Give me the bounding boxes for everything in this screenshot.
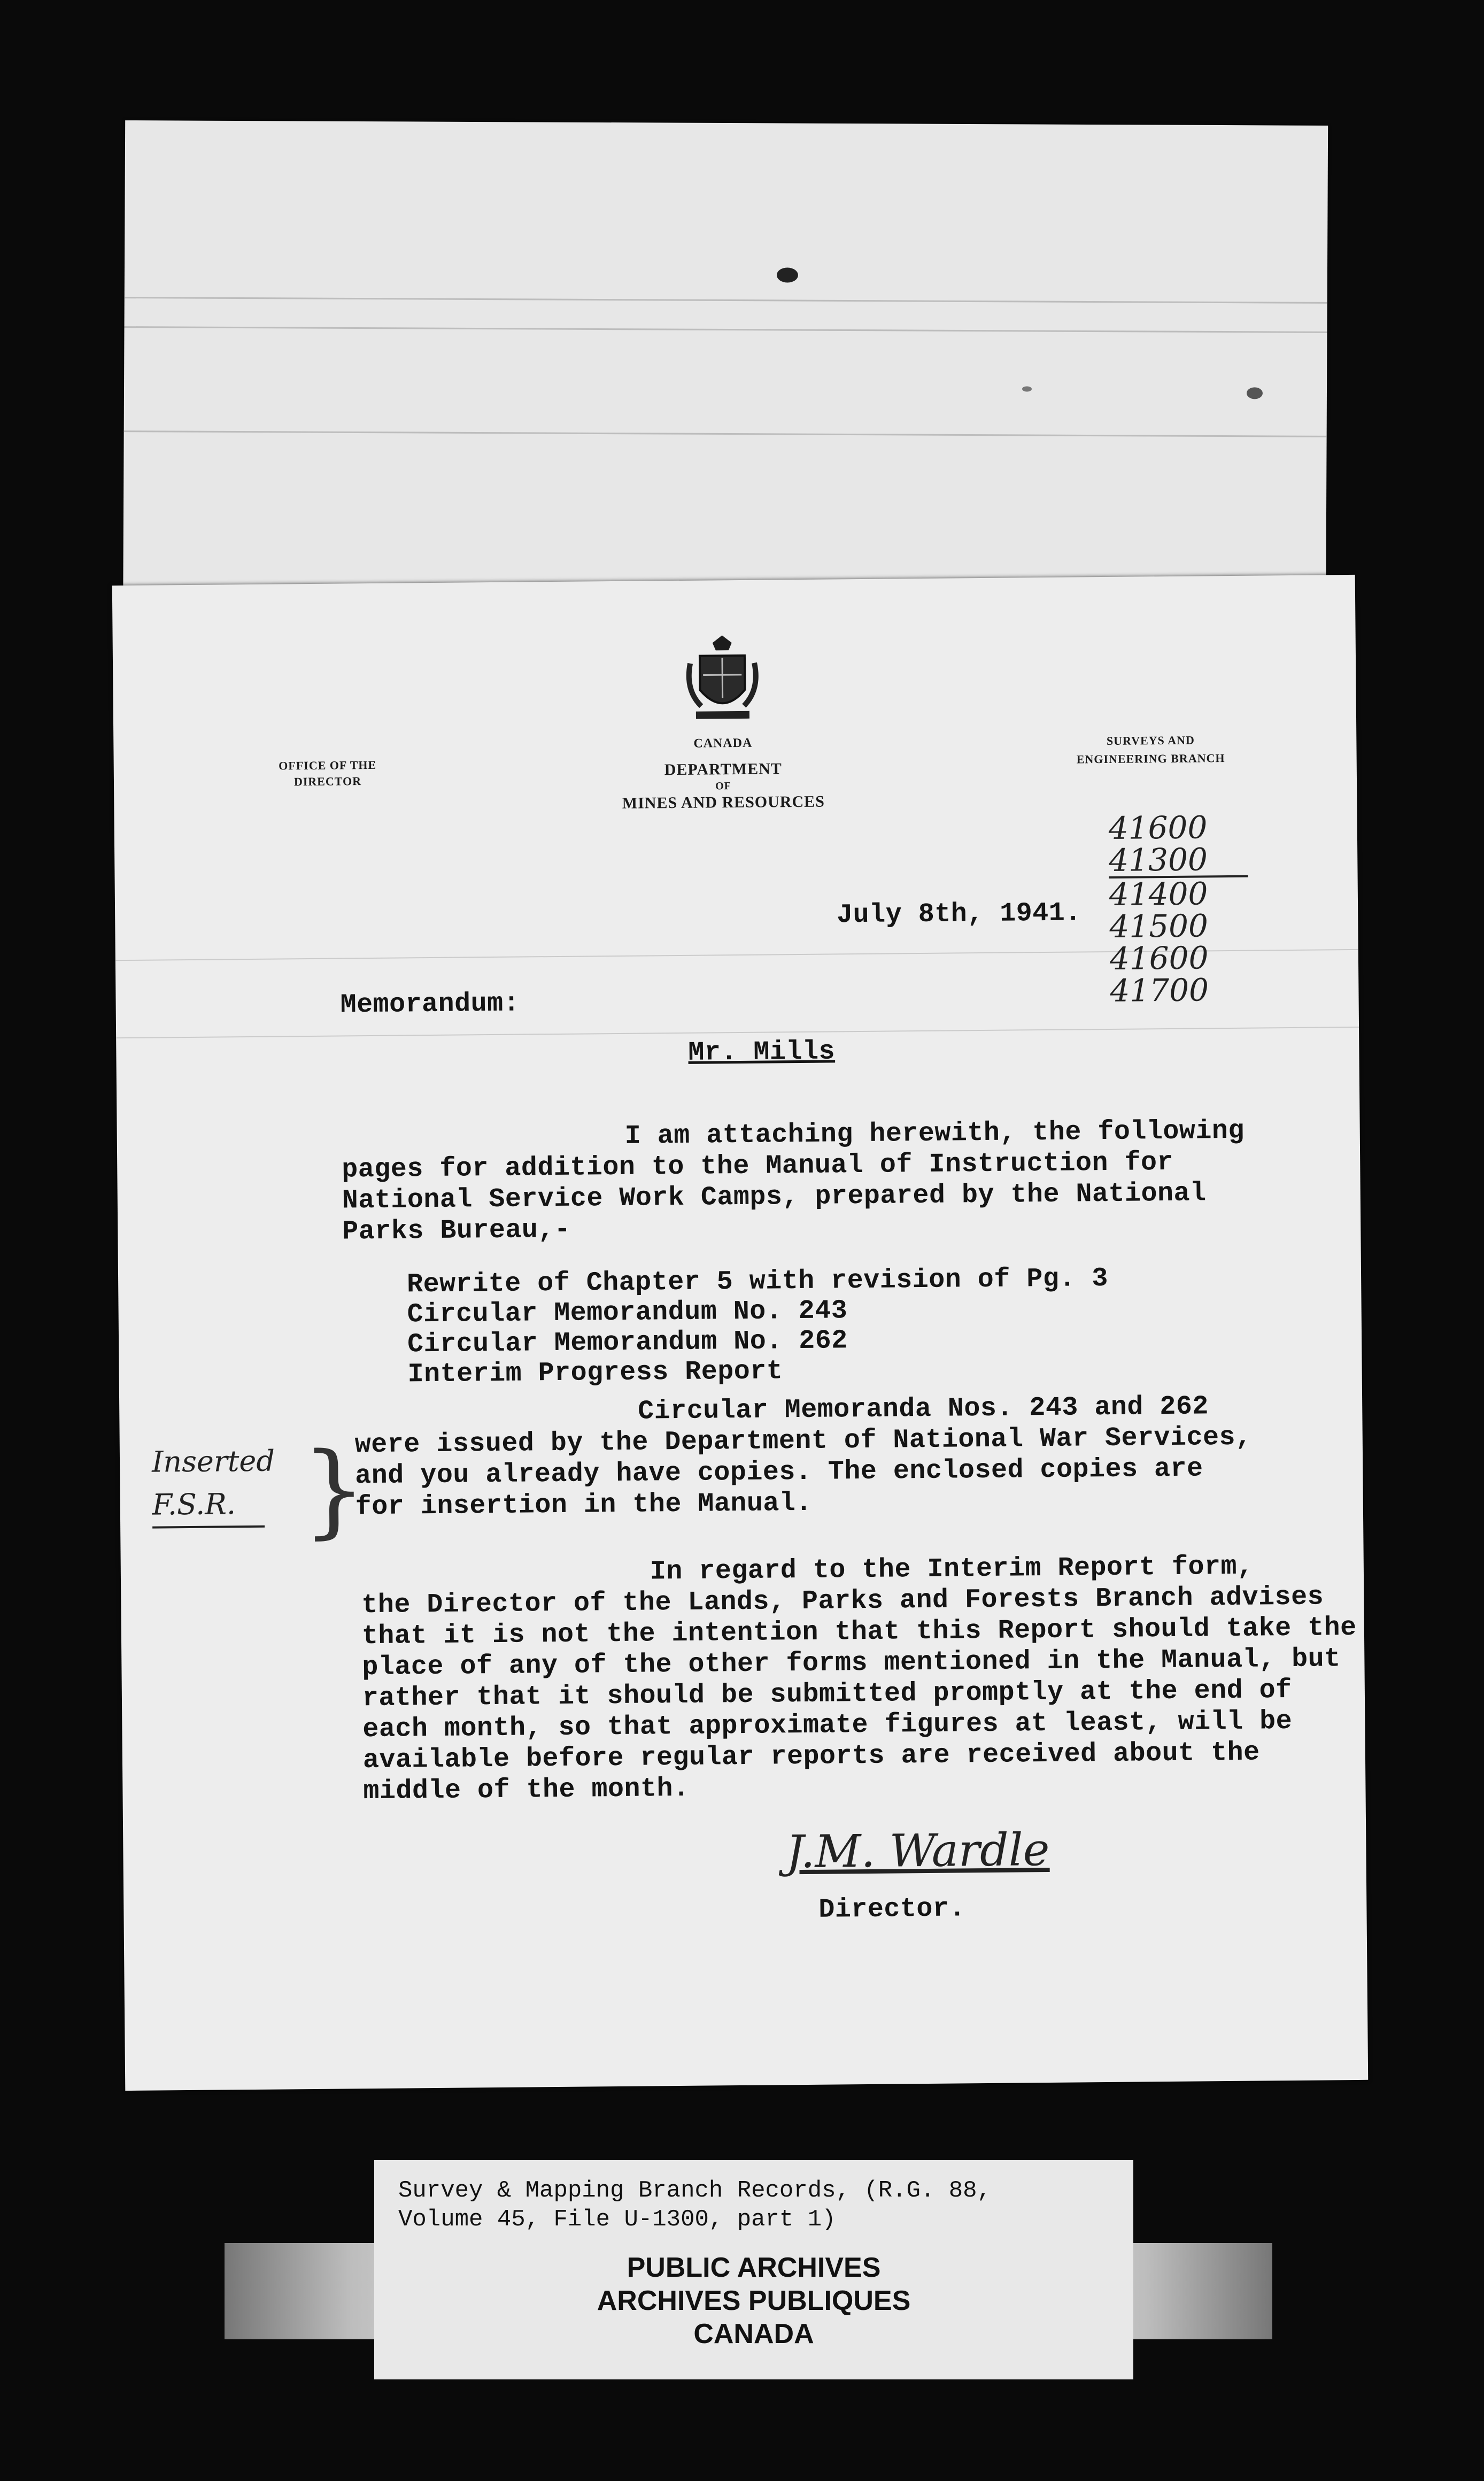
file-number: 41500 (1109, 907, 1209, 945)
paragraph-1 (342, 1116, 1246, 1248)
ink-spot (1022, 386, 1032, 391)
stamp-line: CANADA (693, 2318, 814, 2349)
department-line: MINES AND RESOURCES (622, 792, 825, 812)
department-line: OF (715, 780, 732, 792)
paragraph-2 (354, 1391, 1253, 1523)
text-line: National Service Work Camps, prepared by the National (342, 1178, 1207, 1216)
margin-note-line: F.S.R. (152, 1483, 265, 1529)
file-number: 41600 (1109, 939, 1209, 977)
signer-title: Director. (818, 1893, 966, 1925)
text-line: for insertion in the Manual. (355, 1488, 813, 1523)
stamp-line: ARCHIVES PUBLIQUES (597, 2285, 911, 2316)
branch-name (1054, 731, 1247, 769)
attachment-item: Interim Progress Report (407, 1356, 783, 1390)
text-line: pages for addition to the Manual of Instruction for (342, 1147, 1174, 1185)
attachment-item: Rewrite of Chapter 5 with revision of Pg. 3 (406, 1263, 1109, 1300)
text-line: that it is not the intention that this Report should take the (361, 1612, 1357, 1652)
branch-line: SURVEYS AND (1106, 733, 1195, 748)
text-line: I am attaching herewith, the following (624, 1115, 1245, 1152)
ruled-line (124, 430, 1327, 437)
records-line: Volume 45, File U-1300, part 1) (398, 2206, 836, 2233)
text-line: place of any of the other forms mentioned in the Manual, but (362, 1644, 1341, 1683)
department-line: DEPARTMENT (664, 760, 782, 779)
letterhead-center (637, 735, 808, 752)
margin-note (152, 1440, 275, 1529)
attachment-list (407, 1264, 1109, 1390)
file-number-list (1109, 811, 1249, 1007)
text-line: and you already have copies. The enclosed copies are (355, 1453, 1203, 1492)
office-line: OFFICE OF THE (279, 758, 377, 773)
country: CANADA (693, 736, 753, 751)
text-line: middle of the month. (363, 1773, 690, 1807)
text-line: available before regular reports are received about the (362, 1737, 1260, 1776)
attachment-item: Circular Memorandum No. 262 (407, 1326, 848, 1360)
file-number: 41300 (1109, 843, 1248, 879)
ruled-line (124, 326, 1327, 333)
attachment-item: Circular Memorandum No. 243 (407, 1296, 848, 1330)
ink-spot (777, 267, 798, 282)
records-label (374, 2160, 1133, 2240)
stamp-line: PUBLIC ARCHIVES (627, 2252, 881, 2283)
paragraph-3 (361, 1551, 1358, 1807)
office-of-director (258, 757, 398, 790)
signature: J.M. Wardle (786, 1823, 1050, 1878)
file-number: 41700 (1110, 972, 1209, 1009)
memo-date: July 8th, 1941. (836, 898, 1082, 931)
ink-spot (1247, 387, 1263, 399)
memo-sheet (112, 575, 1368, 2091)
archives-stamp (374, 2240, 1133, 2379)
text-line: the Director of the Lands, Parks and Forests Branch advises (361, 1582, 1324, 1621)
memo-recipient: Mr. Mills (688, 1036, 836, 1068)
text-line: Circular Memoranda Nos. 243 and 262 (638, 1391, 1209, 1427)
records-line: Survey & Mapping Branch Records, (R.G. 88, (398, 2177, 991, 2204)
ruled-line (116, 1027, 1359, 1038)
text-line: rather that it should be submitted promptly at the end of (362, 1675, 1292, 1714)
text-line: Parks Bureau,- (342, 1214, 571, 1247)
margin-note-line: Inserted (151, 1444, 275, 1479)
department-name (584, 758, 863, 814)
coat-of-arms-icon (679, 631, 766, 728)
memo-heading: Memorandum: (340, 988, 520, 1021)
brace-icon: } (301, 1430, 367, 1550)
branch-line: ENGINEERING BRANCH (1076, 751, 1225, 766)
office-line: DIRECTOR (293, 774, 362, 789)
text-line: each month, so that approximate figures at least, will be (362, 1706, 1293, 1745)
text-line: In regard to the Interim Report form, (650, 1551, 1254, 1588)
file-number: 41400 (1109, 875, 1208, 913)
ruled-line (125, 297, 1327, 304)
text-line: were issued by the Department of National War Services, (354, 1422, 1252, 1461)
file-number: 41600 (1108, 809, 1208, 846)
